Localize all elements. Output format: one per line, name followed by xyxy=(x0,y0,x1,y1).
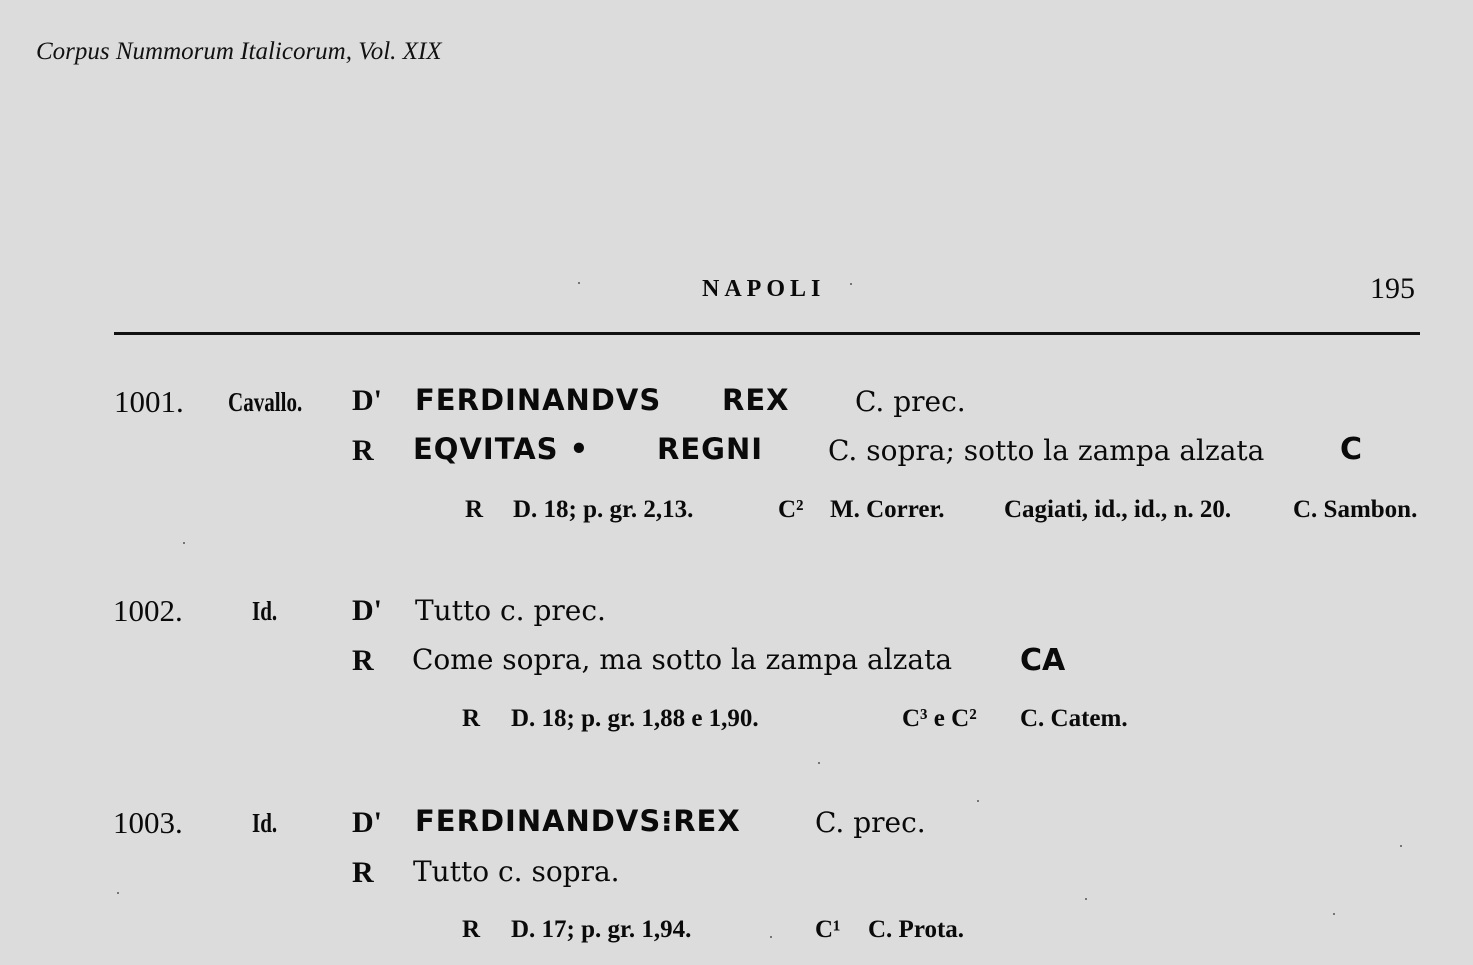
header-rule xyxy=(114,332,1420,335)
rarity-ref: C² xyxy=(778,496,804,523)
entry-number: 1001. xyxy=(114,384,184,419)
obverse-legend: FERDINANDVS⁝REX xyxy=(415,804,741,838)
reverse-legend: EQVITAS • xyxy=(413,432,590,466)
obverse-mark: D' xyxy=(352,384,382,417)
metal-mark: R xyxy=(462,916,481,943)
scan-speck xyxy=(117,892,119,894)
scan-speck xyxy=(977,800,979,802)
page-number: 195 xyxy=(1370,272,1415,305)
scan-speck xyxy=(818,762,820,764)
rarity-ref: C¹ xyxy=(815,916,841,943)
running-head: NAPOLI xyxy=(702,276,826,302)
metal-mark: R xyxy=(462,705,481,732)
reverse-legend: REGNI xyxy=(657,432,764,466)
collection-ref: M. Correr. xyxy=(830,496,945,523)
obverse-description: Tutto c. prec. xyxy=(415,594,606,627)
obverse-mark: D' xyxy=(352,806,382,839)
literature-ref: Cagiati, id., id., n. 20. xyxy=(1004,496,1232,523)
reverse-mark: R xyxy=(352,644,374,677)
obverse-legend: REX xyxy=(722,383,790,417)
collection-ref: C. Prota. xyxy=(868,916,965,943)
reverse-description: C. sopra; sotto la zampa alzata xyxy=(828,434,1265,467)
weight-ref: D. 17; p. gr. 1,94. xyxy=(511,916,692,943)
reverse-mark: R xyxy=(352,434,374,467)
obverse-mark: D' xyxy=(352,594,382,627)
weight-ref: D. 18; p. gr. 1,88 e 1,90. xyxy=(511,705,759,732)
mint-mark: C xyxy=(1340,432,1363,467)
reverse-mark: R xyxy=(352,856,374,889)
obverse-legend: FERDINANDVS xyxy=(415,383,662,417)
collection-ref: C. Sambon. xyxy=(1293,496,1418,523)
reverse-description: Tutto c. sopra. xyxy=(413,855,620,888)
entry-denomination: Id. xyxy=(252,808,278,838)
obverse-description: C. prec. xyxy=(855,385,966,418)
scan-speck xyxy=(850,283,852,285)
scan-speck xyxy=(1333,913,1335,915)
obverse-description: C. prec. xyxy=(815,806,926,839)
reverse-description: Come sopra, ma sotto la zampa alzata xyxy=(412,643,953,676)
weight-ref: D. 18; p. gr. 2,13. xyxy=(513,496,694,523)
scan-speck xyxy=(770,936,772,938)
entry-denomination: Id. xyxy=(252,596,278,626)
book-title: Corpus Nummorum Italicorum, Vol. XIX xyxy=(36,38,442,65)
metal-mark: R xyxy=(465,496,484,523)
scan-speck xyxy=(1085,898,1087,900)
scan-speck xyxy=(1400,845,1402,847)
entry-denomination: Cavallo. xyxy=(228,387,303,417)
scan-speck xyxy=(578,282,580,284)
entry-number: 1002. xyxy=(113,593,183,628)
mint-mark: CA xyxy=(1020,643,1066,678)
scan-speck xyxy=(183,542,185,544)
collection-ref: C. Catem. xyxy=(1020,705,1128,732)
rarity-ref: C³ e C² xyxy=(902,705,977,732)
entry-number: 1003. xyxy=(113,805,183,840)
